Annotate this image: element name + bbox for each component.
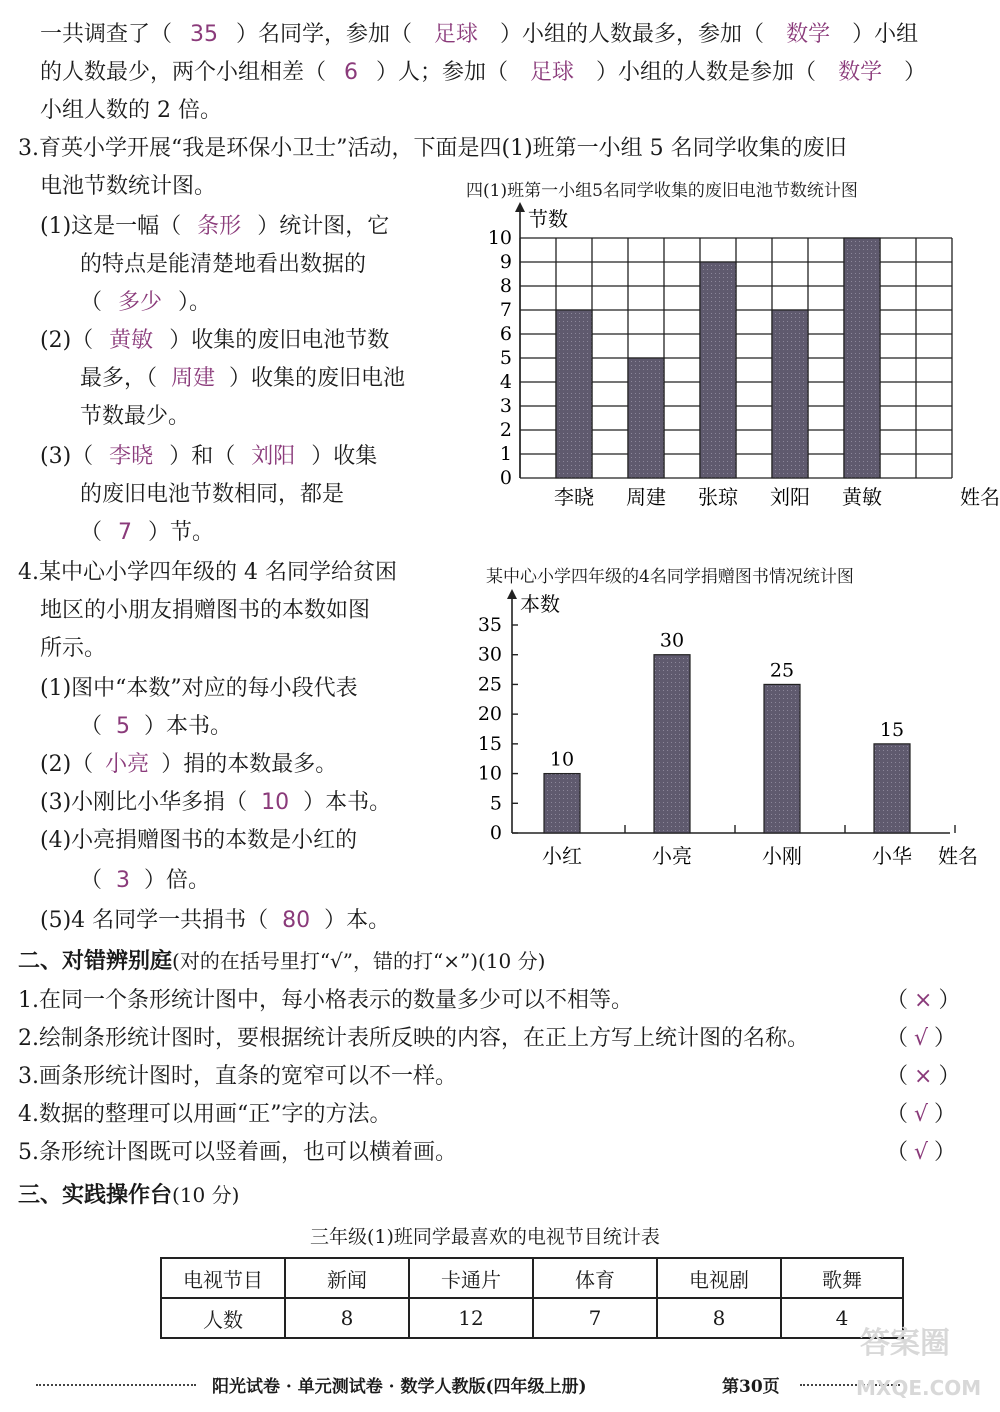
chart2-bar-chart xyxy=(470,585,990,885)
y-tick-label: 5 xyxy=(489,792,502,815)
answer: 6 xyxy=(344,60,359,85)
x-tick-label: 黄敏 xyxy=(842,485,882,509)
y-tick-label: 10 xyxy=(487,227,512,249)
q3-p3-line3: （ 7 ）节。 xyxy=(80,520,215,545)
check-mark: × xyxy=(914,1064,933,1089)
bar xyxy=(628,358,664,478)
table-cell: 8 xyxy=(285,1298,409,1338)
section2-heading: 二、对错辨别庭(对的在括号里打“√”，错的打“×”)(10 分) xyxy=(18,948,546,974)
check-mark: × xyxy=(914,988,933,1013)
q3-p1-line2: 的特点是能清楚地看出数据的 xyxy=(80,252,367,277)
page-number: 第30页 xyxy=(722,1377,780,1397)
q3-p1-line1: (1)这是一幅（ 条形 ）统计图，它 xyxy=(40,214,390,239)
x-axis-label: 姓名 xyxy=(938,844,978,868)
y-tick-label: 25 xyxy=(477,673,502,696)
x-tick-label: 小红 xyxy=(542,844,582,868)
judgement-item: 1.在同一个条形统计图中，每小格表示的数量多少可以不相等。 xyxy=(18,988,633,1013)
q3-p1-line3: （ 多少 ）。 xyxy=(80,290,212,315)
bar xyxy=(700,262,736,478)
y-tick-label: 4 xyxy=(499,371,512,393)
footer-title: 阳光试卷 · 单元测试卷 · 数学人教版(四年级上册) xyxy=(212,1377,587,1397)
chart1-title: 四(1)班第一小组5名同学收集的废旧电池节数统计图 xyxy=(466,181,858,201)
x-tick-label: 小华 xyxy=(872,844,912,868)
q4-p2: (2)（ 小亮 ）捐的本数最多。 xyxy=(40,752,338,777)
watermark-url: MXQE.COM xyxy=(856,1376,982,1400)
q4-stem-2: 地区的小朋友捐赠图书的本数如图 xyxy=(40,598,371,623)
q4-p1-line1: (1)图中“本数”对应的每小段代表 xyxy=(40,676,358,701)
x-tick-label: 小亮 xyxy=(652,844,692,868)
q4-stem-1: 4.某中心小学四年级的 4 名同学给贫困 xyxy=(18,560,397,585)
check-mark: √ xyxy=(914,1102,929,1127)
table-header-cell: 新闻 xyxy=(285,1258,409,1298)
top-line-2: 的人数最少，两个小组相差（ 6 ）人；参加（ 足球 ）小组的人数是参加（ 数学 ） xyxy=(40,60,927,85)
bar xyxy=(544,774,580,833)
watermark-logo: 答案圈 xyxy=(860,1326,950,1361)
judgement-item: 5.条形统计图既可以竖着画，也可以横着画。 xyxy=(18,1140,457,1165)
y-tick-label: 6 xyxy=(499,323,512,345)
q3-p2-line1: (2)（ 黄敏 ）收集的废旧电池节数 xyxy=(40,328,390,353)
answer: 7 xyxy=(118,520,133,545)
table-header-row xyxy=(161,1258,903,1298)
answer: 35 xyxy=(190,22,219,47)
chart2-title: 某中心小学四年级的4名同学捐赠图书情况统计图 xyxy=(486,567,854,587)
judgement-item: 2.绘制条形统计图时，要根据统计表所反映的内容，在正上方写上统计图的名称。 xyxy=(18,1026,809,1051)
y-tick-label: 1 xyxy=(499,443,512,465)
judgement-item: 3.画条形统计图时，直条的宽窄可以不一样。 xyxy=(18,1064,457,1089)
q4-stem-3: 所示。 xyxy=(40,636,107,661)
q3-p3-line1: (3)（ 李晓 ）和（ 刘阳 ）收集 xyxy=(40,444,378,469)
y-tick-label: 9 xyxy=(499,251,512,273)
answer: 足球 xyxy=(530,60,575,85)
table-cell: 4 xyxy=(781,1298,903,1338)
answer: 80 xyxy=(282,908,311,933)
x-tick-label: 李晓 xyxy=(554,485,594,509)
tv-program-table xyxy=(160,1257,904,1339)
q3-stem-1: 3.育英小学开展“我是环保小卫士”活动，下面是四(1)班第一小组 5 名同学收集的废旧 xyxy=(18,136,847,161)
x-tick-label: 小刚 xyxy=(762,844,802,868)
judgement-answer: （ √ ） xyxy=(886,1102,957,1127)
table-header-cell: 电视剧 xyxy=(657,1258,781,1298)
q4-p4-line1: (4)小亮捐赠图书的本数是小红的 xyxy=(40,828,358,853)
data-label: 25 xyxy=(769,659,795,682)
bar xyxy=(772,310,808,478)
answer: 3 xyxy=(116,868,131,893)
table-cell: 12 xyxy=(409,1298,533,1338)
table-header-cell: 电视节目 xyxy=(161,1258,285,1298)
table-title: 三年级(1)班同学最喜欢的电视节目统计表 xyxy=(310,1226,660,1248)
x-tick-label: 张琼 xyxy=(698,485,738,509)
footer-divider xyxy=(36,1384,196,1386)
top-line-3: 小组人数的 2 倍。 xyxy=(40,98,222,123)
bar xyxy=(556,310,592,478)
y-axis-label: 节数 xyxy=(528,207,568,231)
table-cell: 8 xyxy=(657,1298,781,1338)
answer: 10 xyxy=(261,790,290,815)
q3-stem-2: 电池节数统计图。 xyxy=(40,174,217,199)
answer: 数学 xyxy=(838,60,883,85)
x-axis-label: 姓名 xyxy=(960,485,1000,509)
answer: 李晓 xyxy=(109,444,154,469)
answer: 数学 xyxy=(786,22,831,47)
table-cell: 7 xyxy=(533,1298,657,1338)
table-header-cell: 歌舞 xyxy=(781,1258,903,1298)
answer: 周建 xyxy=(171,366,216,391)
y-tick-label: 0 xyxy=(489,822,502,844)
bar xyxy=(654,655,690,833)
x-tick-label: 刘阳 xyxy=(770,485,810,509)
y-axis-arrow xyxy=(515,202,525,212)
y-tick-label: 10 xyxy=(477,762,502,785)
judgement-answer: （ √ ） xyxy=(886,1140,957,1165)
section3-heading: 三、实践操作台(10 分) xyxy=(18,1182,240,1208)
q3-p2-line2: 最多，（ 周建 ）收集的废旧电池 xyxy=(80,366,406,391)
y-tick-label: 0 xyxy=(499,467,512,489)
answer: 足球 xyxy=(434,22,479,47)
data-label: 15 xyxy=(879,718,905,741)
q3-p3-line2: 的废旧电池节数相同，都是 xyxy=(80,482,345,507)
y-tick-label: 3 xyxy=(499,395,512,417)
footer xyxy=(0,1372,1000,1398)
answer: 小亮 xyxy=(105,752,150,777)
table-header-cell: 体育 xyxy=(533,1258,657,1298)
data-label: 10 xyxy=(549,748,575,771)
q4-p1-line2: （ 5 ）本书。 xyxy=(80,714,233,739)
data-label: 30 xyxy=(659,629,685,652)
check-mark: √ xyxy=(914,1140,929,1165)
bar xyxy=(844,238,880,478)
y-tick-label: 2 xyxy=(499,419,512,441)
q3-p2-line3: 节数最少。 xyxy=(80,404,191,429)
chart1-bar-chart xyxy=(470,200,1000,520)
table-row-header: 人数 xyxy=(161,1298,285,1338)
bar xyxy=(874,744,910,833)
answer: 多少 xyxy=(118,290,163,315)
y-axis-label: 本数 xyxy=(520,592,560,616)
answer: 条形 xyxy=(197,214,242,239)
y-tick-label: 5 xyxy=(499,347,512,369)
y-tick-label: 7 xyxy=(499,299,512,321)
answer: 黄敏 xyxy=(109,328,154,353)
judgement-item: 4.数据的整理可以用画“正”字的方法。 xyxy=(18,1102,392,1127)
q4-p4-line2: （ 3 ）倍。 xyxy=(80,868,211,893)
top-line-1: 一共调查了（ 35 ）名同学，参加（ 足球 ）小组的人数最多，参加（ 数学 ）小组 xyxy=(40,22,919,47)
judgement-answer: （ × ） xyxy=(886,1064,961,1089)
y-axis-arrow xyxy=(507,589,517,599)
judgement-answer: （ √ ） xyxy=(886,1026,957,1051)
check-mark: √ xyxy=(914,1026,929,1051)
table-header-cell: 卡通片 xyxy=(409,1258,533,1298)
y-tick-label: 20 xyxy=(477,703,502,726)
answer: 5 xyxy=(116,714,131,739)
q4-p3: (3)小刚比小华多捐（ 10 ）本书。 xyxy=(40,790,392,815)
answer: 刘阳 xyxy=(251,444,296,469)
y-tick-label: 30 xyxy=(477,643,502,666)
bar xyxy=(764,684,800,833)
y-tick-label: 15 xyxy=(477,732,502,755)
x-tick-label: 周建 xyxy=(626,485,666,509)
table-row xyxy=(161,1298,903,1338)
q4-p5: (5)4 名同学一共捐书（ 80 ）本。 xyxy=(40,908,391,933)
y-tick-label: 35 xyxy=(477,614,502,636)
y-tick-label: 8 xyxy=(499,275,512,297)
judgement-answer: （ × ） xyxy=(886,988,961,1013)
